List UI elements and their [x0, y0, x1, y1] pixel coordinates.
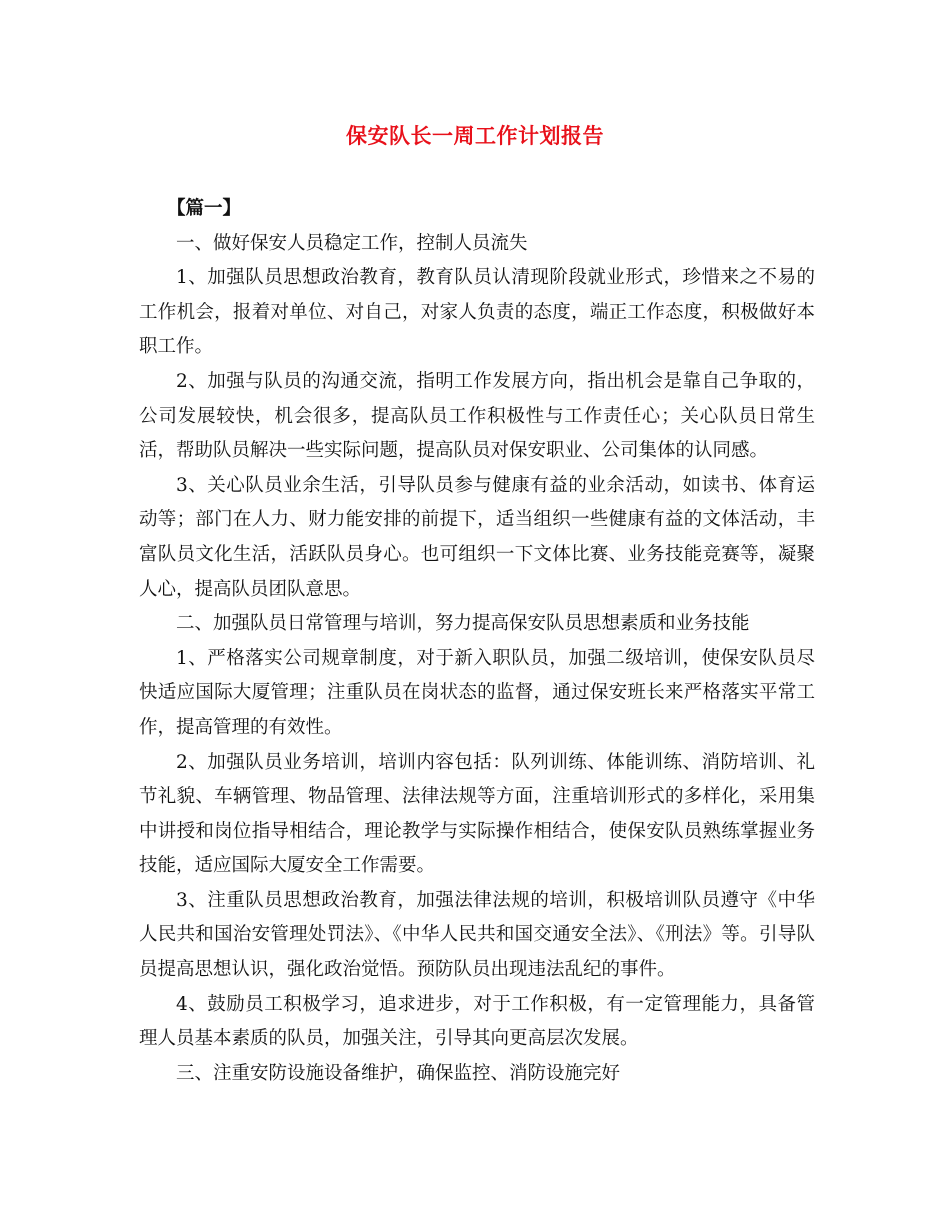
paragraph: 3、关心队员业余生活，引导队员参与健康有益的业余活动，如读书、体育运动等；部门在人力、财力能安排的前提下，适当组织一些健康有益的文体活动，丰富队员文化生活，活跃队员身心。也可组织一下文体比赛、业务技能竞赛等，凝聚人心，提高队员团队意思。 [139, 474, 815, 600]
paragraph: 1、加强队员思想政治教育，教育队员认清现阶段就业形式，珍惜来之不易的工作机会，报着对单位、对自己，对家人负责的态度，端正工作态度，积极做好本职工作。 [139, 267, 815, 358]
document-body [139, 192, 815, 1091]
document-title: 保安队长一周工作计划报告 [346, 123, 604, 148]
section-label: 【篇一】 [167, 198, 242, 219]
paragraph: 2、加强队员业务培训，培训内容包括：队列训练、体能训练、消防培训、礼节礼貌、车辆管理、物品管理、法律法规等方面，注重培训形式的多样化，采用集中讲授和岗位指导相结合，理论教学与实际操作相结合，使保安队员熟练掌握业务技能，适应国际大厦安全工作需要。 [139, 751, 815, 877]
paragraph: 1、严格落实公司规章制度，对于新入职队员，加强二级培训，使保安队员尽快适应国际大厦管理；注重队员在岗状态的监督，通过保安班长来严格落实平常工作，提高管理的有效性。 [139, 647, 815, 738]
heading-2: 二、加强队员日常管理与培训，努力提高保安队员思想素质和业务技能 [176, 613, 750, 635]
paragraph: 4、鼓励员工积极学习，追求进步，对于工作积极，有一定管理能力，具备管理人员基本素质的队员，加强关注，引导其向更高层次发展。 [139, 993, 815, 1050]
heading-1: 一、做好保安人员稳定工作，控制人员流失 [176, 232, 528, 254]
paragraph: 3、注重队员思想政治教育，加强法律法规的培训，积极培训队员遵守《中华人民共和国治安管理处罚法》、《中华人民共和国交通安全法》、《刑法》等。引导队员提高思想认识，强化政治觉悟。预防队员出现违法乱纪的事件。 [139, 889, 815, 981]
heading-3: 三、注重安防设施设备维护，确保监控、消防设施完好 [176, 1062, 621, 1084]
paragraph: 2、加强与队员的沟通交流，指明工作发展方向，指出机会是靠自己争取的，公司发展较快，机会很多，提高队员工作积极性与工作责任心；关心队员日常生活，帮助队员解决一些实际问题，提高队员对保安职业、公司集体的认同感。 [139, 370, 815, 462]
